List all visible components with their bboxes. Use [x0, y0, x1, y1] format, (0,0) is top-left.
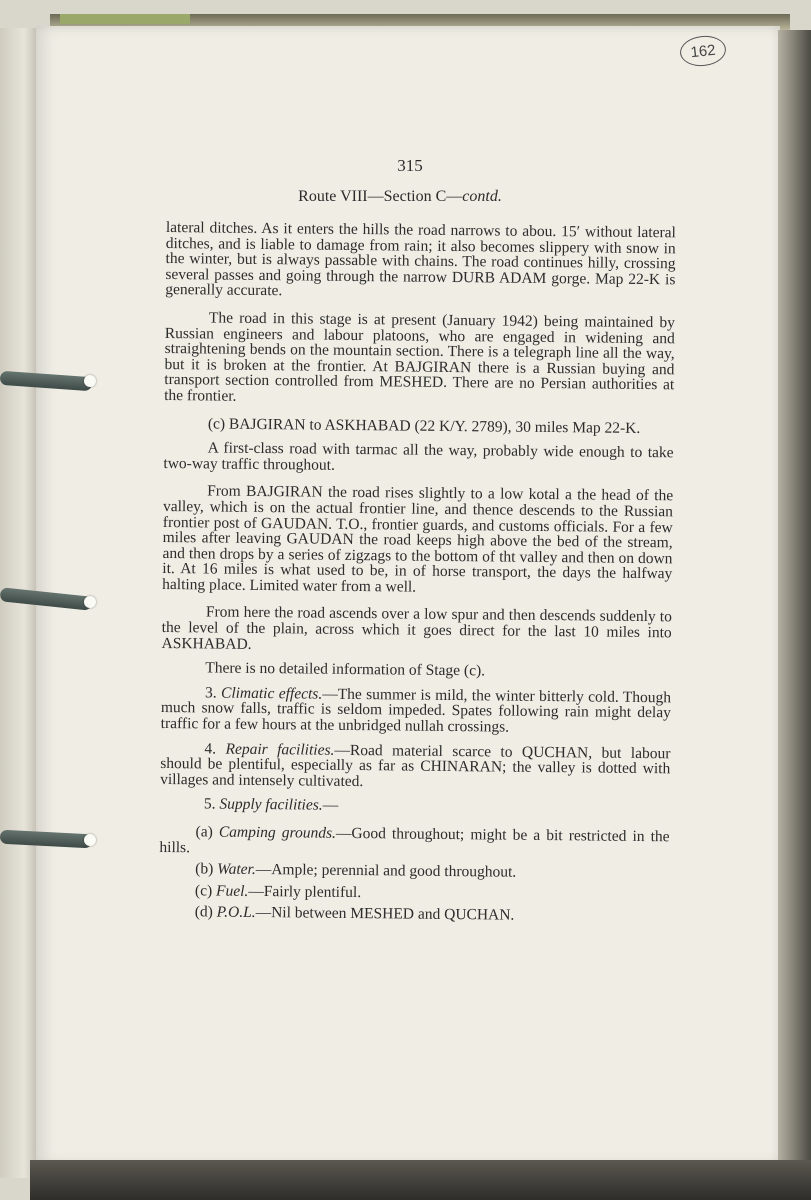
item-title: P.O.L.	[216, 903, 256, 922]
item-label: (c)	[194, 882, 213, 900]
supply-item-camping	[159, 824, 669, 861]
page-number: 315	[397, 156, 423, 175]
section-number: 4.	[204, 740, 217, 758]
item-label: (d)	[194, 903, 213, 921]
binding-hole	[84, 596, 96, 608]
supply-item-pol	[159, 904, 669, 925]
paragraph: From BAJGIRAN the road rises slightly to a low kotal a the head of the valley, which is on the actual frontier line, and thence descends to the Russian frontier post of GAUDAN. T.O., frontier guards, and customs officials. For a few miles after leaving GAUDAN the road keeps high above the bed of the stream, and then drops by a series of zigzags to the bottom of tht valley and then on down it. At 16 miles is what used to be, in of horse transport, the days the halfway halting place. Limited water from a well.	[162, 482, 674, 596]
repair-facilities-section	[160, 741, 670, 793]
section-title: Climatic effects.	[220, 684, 323, 703]
section-title: Supply facilities.	[219, 795, 323, 815]
climatic-effects-section	[161, 685, 671, 737]
supply-item-fuel	[159, 883, 669, 904]
section-title: Repair facilities.	[225, 740, 335, 759]
body-text	[159, 220, 676, 931]
paragraph: lateral ditches. As it enters the hills the road narrows to abou. 15′ without lateral ditches, and is liable to damage from rain; it also becomes slippery with snow in the winter, but is always passable with chains. The road continues hilly, crossing several passes and going through the narrow DURB ADAM gorge. Map 22-K is generally accurate.	[165, 219, 676, 300]
supply-item-water	[159, 861, 669, 882]
section-text: —Road material scarce to QUCHAN, but labour should be plentiful, especially as far as CHINARAN; the valley is dotted with villages and intensely cultivated.	[160, 741, 671, 790]
supply-facilities-section	[160, 796, 670, 817]
item-label: (b)	[195, 860, 214, 878]
section-text: —	[322, 797, 339, 815]
binding-hole	[84, 834, 96, 846]
item-title: Water.	[217, 860, 256, 879]
item-text: —Good throughout; might be a bit restricted in the hills.	[159, 824, 670, 856]
green-binding-edge	[60, 14, 190, 24]
item-text: —Ample; perennial and good throughout.	[255, 861, 517, 881]
heading-italic: contd.	[462, 188, 502, 205]
paragraph: The road in this stage is at present (January 1942) being maintained by Russian engineers and labour platoons, who are engaged in widening and straightening bends on the mountain section. There is a telegraph line all the way, but it is broken at the frontier. At BAJGIRAN there is a Russian buying and transport section controlled from MESHED. There are no Persian authorities at the frontier.	[164, 309, 676, 405]
paragraph: (c) BAJGIRAN to ASKHABAD (22 K/Y. 2789), 30 miles Map 22-K.	[207, 414, 641, 437]
book-bottom-edge	[30, 1160, 811, 1200]
paragraph: A first-class road with tarmac all the way, probably wide enough to take two-way traffic throughout.	[163, 439, 674, 474]
binding-hole	[84, 375, 96, 387]
paragraph: From here the road ascends over a low spur and then descends suddenly to the level of the plain, across which it goes direct for the last 10 miles into ASKHABAD.	[161, 603, 672, 653]
folio-stamp: 162	[679, 34, 728, 69]
section-text: —The summer is mild, the winter bitterly cold. Though much snow falls, traffic is seldom impeded. Spates following rain might delay traffic for a few hours at the unbridged nullah crossings.	[160, 685, 672, 736]
section-number: 5.	[203, 795, 216, 813]
item-title: Camping grounds.	[218, 823, 337, 842]
heading-main: Route VIII—Section C—	[298, 188, 463, 205]
item-title: Fuel.	[215, 882, 249, 900]
paragraph: There is no detailed information of Stage (c).	[205, 659, 486, 680]
item-text: —Fairly plentiful.	[248, 882, 362, 901]
section-heading	[200, 188, 600, 206]
book-right-edge	[778, 30, 811, 1180]
section-number: 3.	[204, 684, 217, 702]
item-text: —Nil between MESHED and QUCHAN.	[255, 904, 515, 925]
item-label: (a)	[195, 823, 213, 841]
